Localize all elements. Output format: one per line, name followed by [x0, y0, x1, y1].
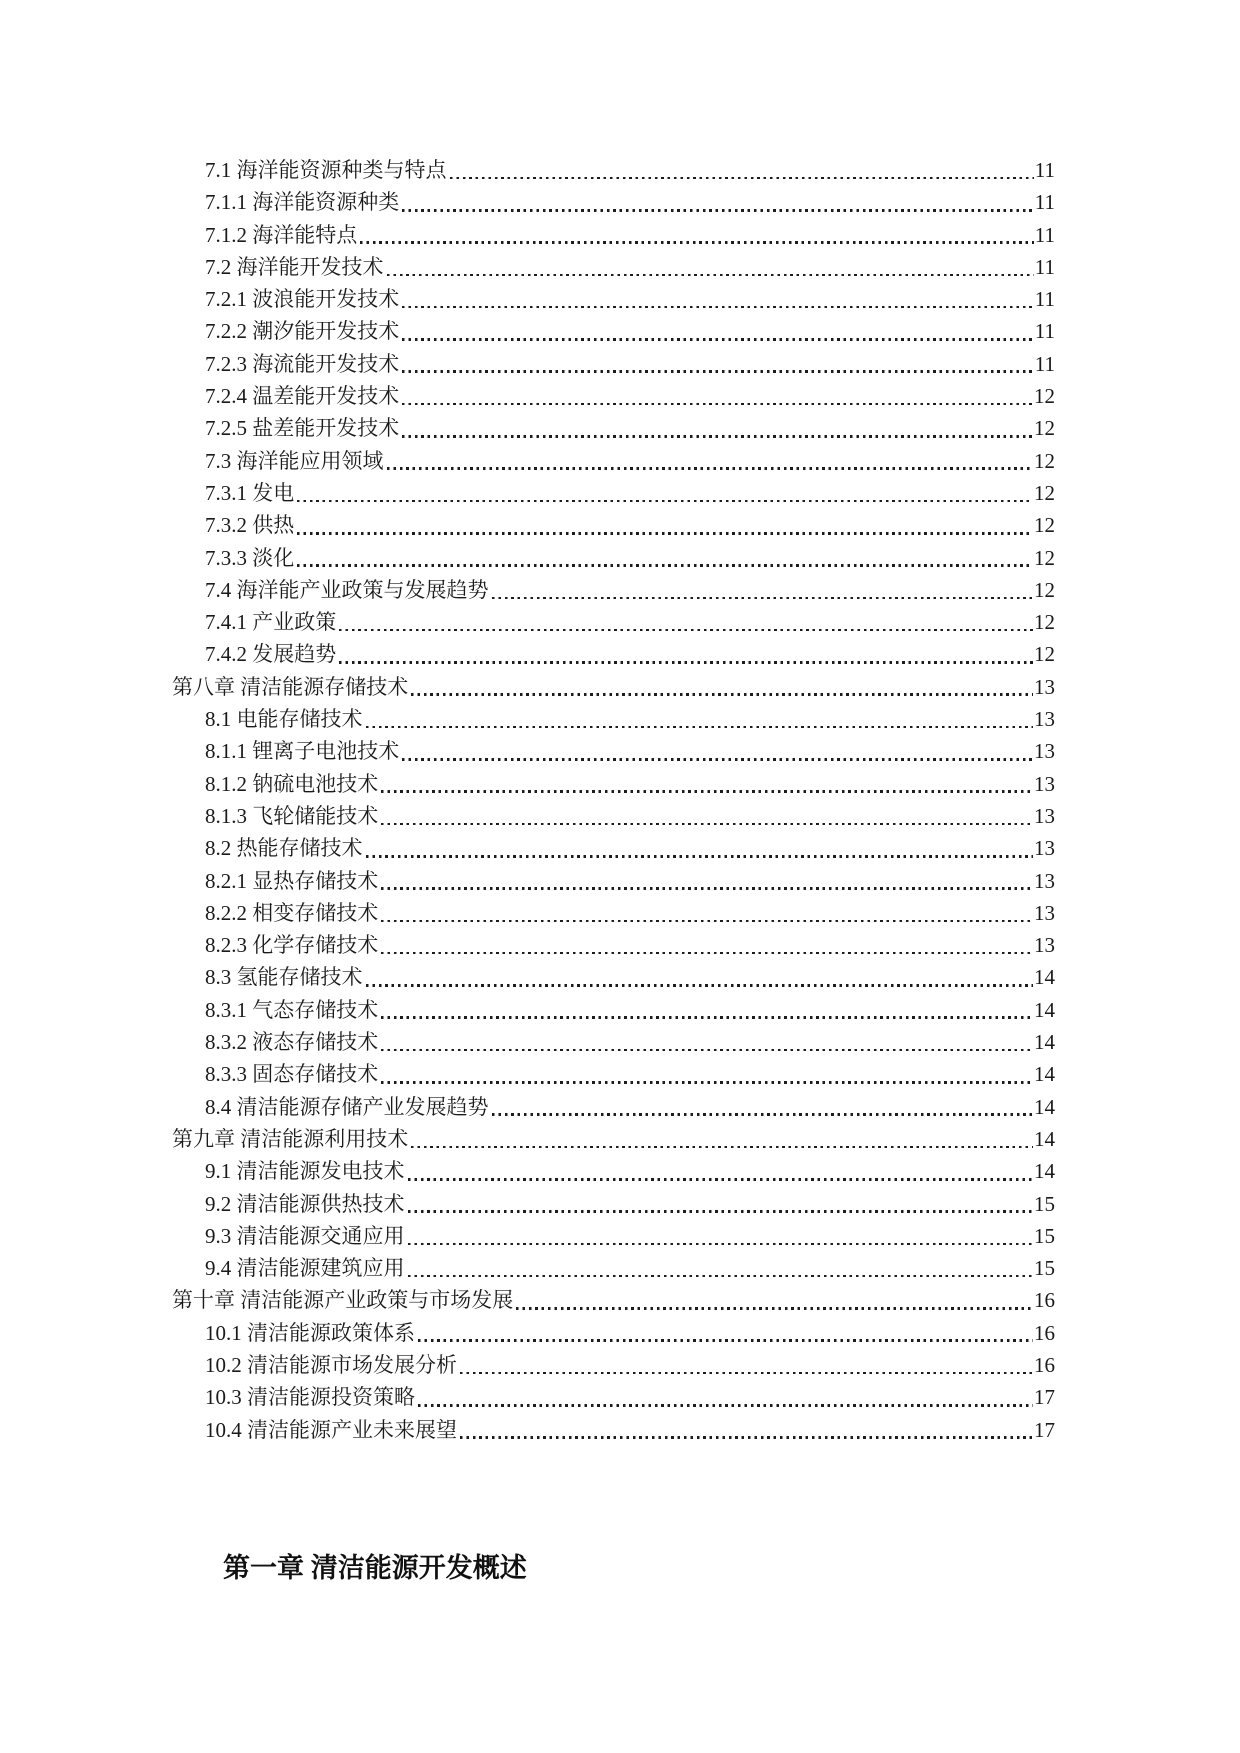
- dot-leader: [363, 961, 1035, 993]
- dot-leader: [378, 800, 1034, 832]
- toc-entry-label: 7.2 海洋能开发技术: [205, 254, 384, 279]
- toc-entry-label: 8.3.3 固态存储技术: [205, 1062, 379, 1087]
- toc-page-number: 12: [1034, 448, 1055, 473]
- toc-page-number: 13: [1034, 707, 1055, 732]
- table-of-contents: [172, 154, 1055, 1446]
- toc-entry-label: 8.3.2 液态存储技术: [205, 1030, 379, 1055]
- toc-page-number: 14: [1034, 1062, 1055, 1087]
- toc-page-number: 14: [1034, 997, 1055, 1022]
- dot-leader: [384, 251, 1035, 283]
- toc-page-number: 11: [1034, 190, 1055, 215]
- dot-leader: [399, 735, 1034, 767]
- toc-page-number: 14: [1034, 1126, 1055, 1151]
- toc-entry-label: 8.4 清洁能源存储产业发展趋势: [205, 1094, 489, 1119]
- dot-leader: [457, 1349, 1034, 1381]
- toc-entry-label: 8.1.3 飞轮储能技术: [205, 803, 379, 828]
- toc-entry-label: 7.1.2 海洋能特点: [205, 222, 358, 247]
- toc-page-number: 14: [1034, 1159, 1055, 1184]
- toc-page-number: 16: [1034, 1320, 1055, 1345]
- toc-entry[interactable]: [172, 348, 1055, 380]
- toc-entry-label: 7.3.1 发电: [205, 480, 295, 505]
- toc-entry-label: 8.3.1 气态存储技术: [205, 997, 379, 1022]
- toc-entry[interactable]: [172, 768, 1055, 800]
- toc-entry[interactable]: [172, 638, 1055, 670]
- toc-entry[interactable]: [172, 542, 1055, 574]
- toc-entry-label: 7.2.2 潮汐能开发技术: [205, 319, 400, 344]
- dot-leader: [457, 1414, 1034, 1446]
- toc-entry[interactable]: [172, 1123, 1055, 1155]
- toc-page-number: 13: [1034, 836, 1055, 861]
- toc-entry[interactable]: [172, 929, 1055, 961]
- toc-entry[interactable]: [172, 574, 1055, 606]
- toc-entry-label: 7.4 海洋能产业政策与发展趋势: [205, 577, 489, 602]
- toc-entry[interactable]: [172, 1220, 1055, 1252]
- toc-page-number: 16: [1034, 1288, 1055, 1313]
- toc-entry[interactable]: [172, 251, 1055, 283]
- toc-entry-label: 第十章 清洁能源产业政策与市场发展: [172, 1288, 514, 1313]
- toc-entry-label: 第八章 清洁能源存储技术: [172, 674, 409, 699]
- dot-leader: [399, 412, 1034, 444]
- toc-entry-label: 8.2 热能存储技术: [205, 836, 363, 861]
- toc-entry-label: 9.4 清洁能源建筑应用: [205, 1256, 405, 1281]
- toc-entry[interactable]: [172, 380, 1055, 412]
- toc-entry[interactable]: [172, 1414, 1055, 1446]
- dot-leader: [336, 638, 1034, 670]
- dot-leader: [405, 1188, 1035, 1220]
- toc-entry[interactable]: [172, 412, 1055, 444]
- dot-leader: [415, 1381, 1034, 1413]
- toc-page-number: 17: [1034, 1385, 1055, 1410]
- toc-entry-label: 8.3 氢能存储技术: [205, 965, 363, 990]
- dot-leader: [399, 283, 1035, 315]
- dot-leader: [399, 380, 1034, 412]
- toc-entry-label: 8.1.1 锂离子电池技术: [205, 739, 400, 764]
- toc-entry-label: 8.2.1 显热存储技术: [205, 868, 379, 893]
- dot-leader: [408, 1123, 1034, 1155]
- toc-entry-label: 9.2 清洁能源供热技术: [205, 1191, 405, 1216]
- toc-entry[interactable]: [172, 1188, 1055, 1220]
- toc-entry-label: 7.1 海洋能资源种类与特点: [205, 158, 447, 182]
- toc-entry[interactable]: [172, 186, 1055, 218]
- toc-page-number: 14: [1034, 1094, 1055, 1119]
- toc-entry[interactable]: [172, 671, 1055, 703]
- toc-entry[interactable]: [172, 865, 1055, 897]
- toc-entry[interactable]: [172, 1155, 1055, 1187]
- toc-page-number: 16: [1034, 1352, 1055, 1377]
- toc-entry-label: 7.3 海洋能应用领域: [205, 448, 384, 473]
- toc-entry[interactable]: [172, 154, 1055, 186]
- toc-page-number: 12: [1034, 577, 1055, 602]
- toc-page-number: 11: [1034, 287, 1055, 312]
- dot-leader: [294, 542, 1034, 574]
- toc-entry[interactable]: [172, 283, 1055, 315]
- dot-leader: [415, 1317, 1034, 1349]
- dot-leader: [513, 1284, 1034, 1316]
- toc-page-number: 14: [1034, 1030, 1055, 1055]
- toc-page-number: 13: [1034, 771, 1055, 796]
- toc-entry[interactable]: [172, 606, 1055, 638]
- toc-page-number: 12: [1034, 480, 1055, 505]
- toc-entry[interactable]: [172, 961, 1055, 993]
- dot-leader: [363, 832, 1035, 864]
- toc-entry[interactable]: [172, 703, 1055, 735]
- dot-leader: [399, 315, 1035, 347]
- toc-entry[interactable]: [172, 315, 1055, 347]
- toc-page-number: 11: [1034, 319, 1055, 344]
- toc-entry-label: 7.4.2 发展趋势: [205, 642, 337, 667]
- toc-entry[interactable]: [172, 897, 1055, 929]
- toc-page-number: 14: [1034, 965, 1055, 990]
- toc-entry[interactable]: [172, 219, 1055, 251]
- toc-entry-label: 8.2.2 相变存储技术: [205, 900, 379, 925]
- toc-entry-label: 7.2.5 盐差能开发技术: [205, 416, 400, 441]
- toc-entry-label: 7.4.1 产业政策: [205, 610, 337, 635]
- toc-page-number: 15: [1034, 1223, 1055, 1248]
- toc-page-number: 12: [1034, 384, 1055, 409]
- dot-leader: [489, 574, 1035, 606]
- toc-page-number: 12: [1034, 416, 1055, 441]
- dot-leader: [378, 994, 1034, 1026]
- toc-entry[interactable]: [172, 1252, 1055, 1284]
- toc-entry-label: 8.1 电能存储技术: [205, 707, 363, 732]
- toc-page-number: 12: [1034, 545, 1055, 570]
- toc-page-number: 11: [1034, 222, 1055, 247]
- toc-entry-label: 8.1.2 钠硫电池技术: [205, 771, 379, 796]
- toc-page-number: 12: [1034, 610, 1055, 635]
- dot-leader: [294, 509, 1034, 541]
- toc-page-number: 12: [1034, 642, 1055, 667]
- toc-page-number: 12: [1034, 513, 1055, 538]
- dot-leader: [489, 1091, 1035, 1123]
- dot-leader: [447, 154, 1035, 186]
- toc-entry-label: 9.1 清洁能源发电技术: [205, 1159, 405, 1184]
- dot-leader: [378, 897, 1034, 929]
- toc-entry-label: 10.2 清洁能源市场发展分析: [205, 1352, 457, 1377]
- toc-entry[interactable]: [172, 800, 1055, 832]
- toc-entry[interactable]: [172, 1317, 1055, 1349]
- toc-entry-label: 7.3.2 供热: [205, 513, 295, 538]
- dot-leader: [378, 768, 1034, 800]
- toc-entry[interactable]: [172, 1026, 1055, 1058]
- toc-entry[interactable]: [172, 1381, 1055, 1413]
- toc-page-number: 13: [1034, 868, 1055, 893]
- toc-entry[interactable]: [172, 994, 1055, 1026]
- toc-page-number: 11: [1034, 158, 1055, 182]
- dot-leader: [363, 703, 1035, 735]
- toc-page-number: 11: [1034, 254, 1055, 279]
- toc-entry-label: 7.2.3 海流能开发技术: [205, 351, 400, 376]
- toc-entry-label: 7.2.1 波浪能开发技术: [205, 287, 400, 312]
- dot-leader: [378, 1026, 1034, 1058]
- toc-entry[interactable]: [172, 1284, 1055, 1316]
- toc-entry[interactable]: [172, 445, 1055, 477]
- toc-page-number: 11: [1034, 351, 1055, 376]
- toc-entry-label: 10.1 清洁能源政策体系: [205, 1320, 415, 1345]
- toc-entry-label: 7.1.1 海洋能资源种类: [205, 190, 400, 215]
- toc-entry-label: 7.3.3 淡化: [205, 545, 295, 570]
- chapter-heading: 第一章 清洁能源开发概述: [223, 1553, 527, 1583]
- toc-entry[interactable]: [172, 735, 1055, 767]
- toc-page-number: 13: [1034, 803, 1055, 828]
- toc-page-number: 15: [1034, 1256, 1055, 1281]
- dot-leader: [378, 865, 1034, 897]
- dot-leader: [405, 1155, 1035, 1187]
- toc-entry-label: 10.3 清洁能源投资策略: [205, 1385, 415, 1410]
- dot-leader: [378, 1058, 1034, 1090]
- dot-leader: [405, 1220, 1035, 1252]
- dot-leader: [399, 186, 1035, 218]
- dot-leader: [399, 348, 1035, 380]
- dot-leader: [405, 1252, 1035, 1284]
- toc-page-number: 13: [1034, 674, 1055, 699]
- toc-page-number: 15: [1034, 1191, 1055, 1216]
- toc-entry-label: 10.4 清洁能源产业未来展望: [205, 1417, 457, 1442]
- toc-page-number: 13: [1034, 739, 1055, 764]
- dot-leader: [336, 606, 1034, 638]
- toc-entry[interactable]: [172, 832, 1055, 864]
- toc-entry-label: 8.2.3 化学存储技术: [205, 933, 379, 958]
- toc-page-number: 13: [1034, 900, 1055, 925]
- toc-page-number: 17: [1034, 1417, 1055, 1442]
- toc-page-number: 13: [1034, 933, 1055, 958]
- toc-entry[interactable]: [172, 1091, 1055, 1123]
- toc-entry[interactable]: [172, 1349, 1055, 1381]
- toc-entry[interactable]: [172, 1058, 1055, 1090]
- dot-leader: [408, 671, 1034, 703]
- dot-leader: [384, 445, 1035, 477]
- toc-entry-label: 第九章 清洁能源利用技术: [172, 1126, 409, 1151]
- dot-leader: [357, 219, 1035, 251]
- dot-leader: [378, 929, 1034, 961]
- toc-entry[interactable]: [172, 477, 1055, 509]
- toc-entry-label: 7.2.4 温差能开发技术: [205, 384, 400, 409]
- dot-leader: [294, 477, 1034, 509]
- toc-entry-label: 9.3 清洁能源交通应用: [205, 1223, 405, 1248]
- toc-entry[interactable]: [172, 509, 1055, 541]
